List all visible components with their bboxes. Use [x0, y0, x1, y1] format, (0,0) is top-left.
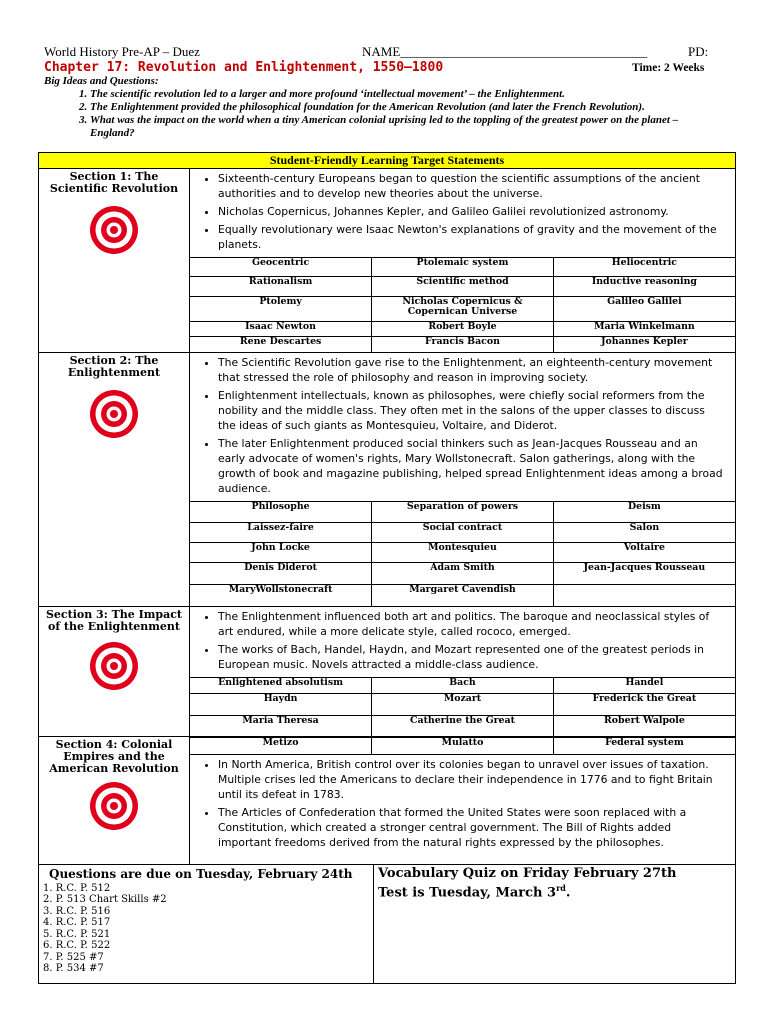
vocab-term: Inductive reasoning: [553, 277, 735, 297]
section-1-cell: [39, 169, 190, 353]
bullet-item: • Nicholas Copernicus, Johannes Kepler, and Galileo Galilei revolutionized astronomy.: [218, 204, 725, 219]
target-icon: [89, 781, 139, 831]
target-icon: [89, 205, 139, 255]
vocab-term: Ptolemy: [190, 297, 372, 322]
vocab-term: Salon: [553, 522, 735, 542]
vocab-term: Scientific method: [372, 277, 554, 297]
question-item: 4. R.C. P. 517: [43, 917, 111, 928]
vocab-table: [190, 501, 735, 607]
section-2-cell: [39, 352, 190, 607]
questions-list: [39, 883, 373, 975]
vocab-term: Federal system: [553, 737, 735, 754]
section-3-content: [190, 607, 736, 737]
section-4-cell: [39, 736, 190, 864]
vocab-term: Maria Winkelmann: [553, 322, 735, 337]
bullet-item: • The Enlightenment influenced both art and politics. The baroque and neoclassical styles of art endured, while a more delicate style, called rococo, emerged.: [218, 609, 725, 639]
vocab-term: Rene Descartes: [190, 337, 372, 352]
vocab-term: [553, 584, 735, 606]
vocab-term: MaryWollstonecraft: [190, 584, 372, 606]
bullet-item: • The Scientific Revolution gave rise to the Enlightenment, an eighteenth-century movement that stressed the role of philosophy and reason in improving society.: [218, 355, 725, 385]
target-icon: [89, 641, 139, 691]
vocab-term: Laissez-faire: [190, 522, 372, 542]
bullet-item: • Equally revolutionary were Isaac Newton's explanations of gravity and the movement of the planets.: [218, 222, 725, 252]
vocab-table: [190, 257, 735, 352]
vocab-term: Ptolemaic system: [372, 258, 554, 277]
bullet-item: • The later Enlightenment produced social thinkers such as Jean-Jacques Rousseau and an early advocate of women's rights, Mary Wollstonecraft. Salon gatherings, along with the growth of book and magazine publishing, helped spread Enlightenment ideas among a broad audience.: [218, 436, 725, 496]
section-title: Section 4: Colonial Empires and the American Revolution: [49, 737, 179, 775]
question-item: 8. P. 534 #7: [43, 963, 104, 974]
vocab-term: Galileo Galilei: [553, 297, 735, 322]
vocab-term: Enlightened absolutism: [190, 678, 372, 694]
big-ideas-title: Big Ideas and Questions:: [44, 75, 159, 87]
section-title: Section 1: The Scientific Revolution: [49, 170, 179, 195]
vocab-table: [190, 737, 735, 755]
bullet-list: [190, 607, 735, 677]
bullet-item: • In North America, British control over its colonies began to unravel over issues of taxation. Multiple crises led the Americans to declare their independence in 1776 and to fight Britain until its defeat in 1783.: [218, 757, 725, 802]
big-ideas-list: [44, 88, 724, 140]
vocab-term: Bach: [372, 678, 554, 694]
vocab-term: Voltaire: [553, 542, 735, 562]
period-field-label: PD:: [688, 44, 709, 59]
quiz-box: [374, 865, 735, 983]
chapter-title: Chapter 17: Revolution and Enlightenment, 1550–1800: [44, 60, 444, 75]
question-item: 5. R.C. P. 521: [43, 928, 111, 940]
learning-targets-table: [38, 152, 736, 984]
vocab-term: Jean-Jacques Rousseau: [553, 562, 735, 584]
bullet-item: • The works of Bach, Handel, Haydn, and Mozart represented one of the greatest periods in European music. Novels attracted a middle-class audience.: [218, 642, 725, 672]
bullet-list: [190, 169, 735, 257]
vocab-term: Social contract: [372, 522, 554, 542]
test-date-text: Test is Tuesday, March 3: [378, 884, 557, 900]
vocab-term: Haydn: [190, 694, 372, 716]
target-icon: [89, 389, 139, 439]
vocab-term: Nicholas Copernicus & Copernican Universe: [372, 297, 554, 322]
question-item: 2. P. 513 Chart Skills #2: [43, 894, 167, 905]
question-item: 7. P. 525 #7: [43, 951, 104, 963]
vocab-term: Maria Theresa: [190, 716, 372, 736]
bullet-item: • Enlightenment intellectuals, known as philosophes, were chiefly social reformers from the nobility and the middle class. They often met in the salons of the upper classes to discuss the ideas of such giants as Montesquieu, Voltaire, and Diderot.: [218, 388, 725, 433]
vocab-term: Philosophe: [190, 501, 372, 522]
section-title: Section 2: The Enlightenment: [67, 353, 161, 379]
section-2-content: [190, 352, 736, 607]
questions-heading: Questions are due on Tuesday, February 24th: [49, 866, 353, 881]
test-date: [378, 881, 735, 900]
bullet-item: • Sixteenth-century Europeans began to question the scientific assumptions of the ancient authorities and to develop new theories about the universe.: [218, 171, 725, 201]
question-item: 6. R.C. P. 522: [43, 940, 111, 951]
vocab-term: Rationalism: [190, 277, 372, 297]
question-item: 1. R.C. P. 512: [43, 882, 111, 894]
vocab-term: Adam Smith: [372, 562, 554, 584]
vocab-term: Francis Bacon: [372, 337, 554, 352]
learning-targets-banner: Student-Friendly Learning Target Statements: [39, 153, 736, 169]
vocab-term: Handel: [553, 678, 735, 694]
time-label: Time: 2 Weeks: [632, 62, 705, 74]
vocab-term: Frederick the Great: [553, 694, 735, 716]
big-ideas: [44, 75, 724, 140]
bullet-list: [190, 353, 735, 501]
vocab-term: Mulatto: [372, 737, 554, 754]
vocab-term: Separation of powers: [372, 501, 554, 522]
test-date-end: .: [565, 884, 571, 900]
big-idea-item: 3. What was the impact on the world when a tiny American colonial uprising led to the toppling of the greatest power on the planet – England?: [90, 114, 724, 140]
big-idea-item: 2. The Enlightenment provided the philosophical foundation for the American Revolution (and later the French Revolution).: [90, 101, 724, 114]
vocab-term: Heliocentric: [553, 258, 735, 277]
vocab-term: Montesquieu: [372, 542, 554, 562]
course-title: World History Pre-AP – Duez: [44, 44, 200, 59]
question-item: 3. R.C. P. 516: [43, 905, 111, 917]
vocab-term: John Locke: [190, 542, 372, 562]
vocab-term: Johannes Kepler: [553, 337, 735, 352]
vocab-term: Denis Diderot: [190, 562, 372, 584]
vocab-term: Mozart: [372, 694, 554, 716]
vocab-term: Robert Boyle: [372, 322, 554, 337]
section-title: Section 3: The Impact of the Enlightenment: [45, 608, 182, 633]
test-date-suffix: rd: [556, 882, 566, 893]
vocab-term: Metizo: [190, 737, 372, 754]
section-4-content: [190, 736, 736, 864]
section-3-cell: [39, 607, 190, 737]
questions-box: [39, 865, 374, 983]
name-field-label: NAME______________________________________: [362, 44, 648, 59]
big-idea-item: 1. The scientific revolution led to a larger and more profound ‘intellectual movement’ – the Enlightenment.: [90, 88, 724, 101]
vocab-term: Geocentric: [190, 258, 372, 277]
vocab-table: [190, 677, 735, 736]
assignments-row: [39, 864, 736, 983]
bullet-list: [190, 754, 735, 855]
vocab-term: Robert Walpole: [553, 716, 735, 736]
vocab-term: Deism: [553, 501, 735, 522]
quiz-date: Vocabulary Quiz on Friday February 27th: [378, 865, 677, 881]
vocab-term: Isaac Newton: [190, 322, 372, 337]
bullet-item: • The Articles of Confederation that formed the United States were soon replaced with a Constitution, which created a stronger central government. The Bill of Rights added important freedoms derived from the natural rights expressed by the philosophes.: [218, 805, 725, 850]
section-1-content: [190, 169, 736, 353]
vocab-term: Catherine the Great: [372, 716, 554, 736]
vocab-term: Margaret Cavendish: [372, 584, 554, 606]
